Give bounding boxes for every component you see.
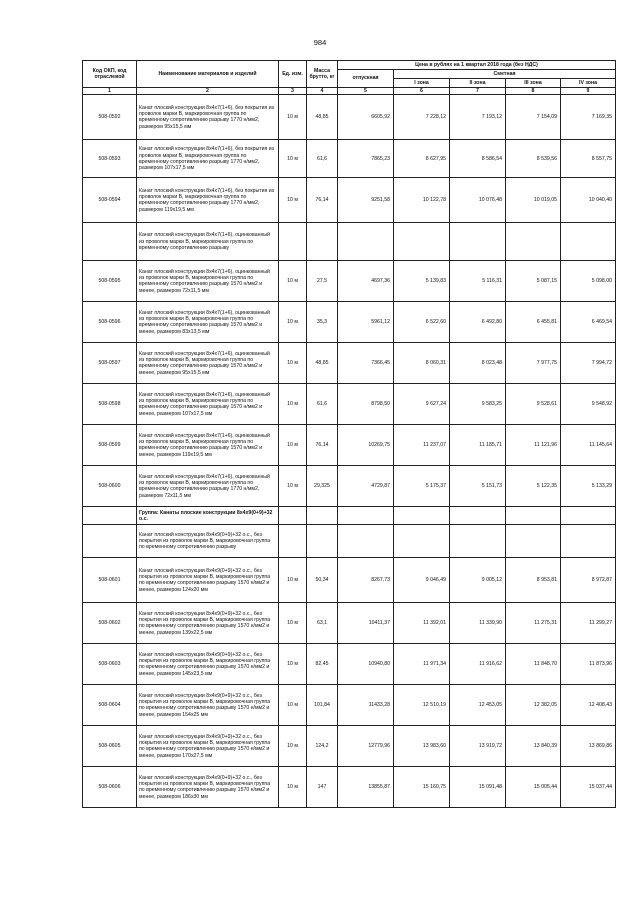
cell-unit: 10 м [279, 140, 307, 178]
cell-release-price: 11433,28 [338, 685, 394, 726]
cell-release-price: 5961,12 [338, 302, 394, 343]
cell-release-price: 10940,80 [338, 644, 394, 685]
cell-zone4-price: 13 869,86 [561, 726, 616, 767]
cell-release-price: 10411,37 [338, 603, 394, 644]
table-row [83, 302, 616, 343]
header-zone4: IV зона [561, 79, 616, 88]
cell-zone3-price: 9 528,61 [506, 384, 561, 425]
header-unit: Ед. изм. [279, 61, 307, 88]
cell-description: Канат плоский конструкции 8х4х9(0+9)+32 о.с., без покрытия из проволок марки В, маркировочная группа по временному сопротивлению разрыву 1570 н/мм2 и менее, размером 145х23,5 мм [137, 644, 279, 685]
table-row [83, 425, 616, 466]
cell-code: 508-0606 [83, 767, 137, 808]
cell-description: Канат плоский конструкции 8х4х9(0+9)+32 о.с., без покрытия из проволок марки В, маркировочная группа по временному сопротивлению разрыву 1570 н/мм2 и менее, размером 170х27,5 мм [137, 726, 279, 767]
cell-zone2-price: 11 185,71 [450, 425, 506, 466]
table-row [83, 644, 616, 685]
cell-empty [279, 507, 307, 525]
cell-unit [279, 525, 307, 558]
cell-unit: 10 м [279, 726, 307, 767]
table-row [83, 178, 616, 223]
cell-code: 508-0594 [83, 178, 137, 223]
cell-code: 508-0599 [83, 425, 137, 466]
cell-zone1-price: 9 046,49 [394, 558, 450, 603]
cell-zone1-price: 8 627,95 [394, 140, 450, 178]
cell-zone1-price: 9 627,24 [394, 384, 450, 425]
cell-zone2-price: 12 453,05 [450, 685, 506, 726]
cell-unit: 10 м [279, 466, 307, 507]
cell-zone1-price [394, 223, 450, 261]
colnum-6: 6 [394, 88, 450, 95]
cell-unit: 10 м [279, 384, 307, 425]
table-row [83, 558, 616, 603]
cell-mass: 147 [307, 767, 338, 808]
cell-description: Канат плоский конструкции 8х4х7(1+6), оцинкованный из проволок марки В, маркировочная группа по временному сопротивлению разрыву 1570 н/мм2 и менее, размером 119х19,5 мм [137, 425, 279, 466]
header-zone1: I зона [394, 79, 450, 88]
cell-empty [506, 507, 561, 525]
cell-mass [307, 525, 338, 558]
cell-zone4-price [561, 525, 616, 558]
cell-code: 508-0593 [83, 140, 137, 178]
cell-zone2-price: 5 151,73 [450, 466, 506, 507]
cell-zone2-price: 8 023,48 [450, 343, 506, 384]
cell-code: 508-0592 [83, 95, 137, 140]
cell-unit: 10 м [279, 178, 307, 223]
cell-zone1-price: 13 983,60 [394, 726, 450, 767]
table-row [83, 343, 616, 384]
cell-zone3-price [506, 525, 561, 558]
cell-code: 508-0597 [83, 343, 137, 384]
colnum-7: 7 [450, 88, 506, 95]
cell-release-price: 6605,92 [338, 95, 394, 140]
cell-zone2-price: 7 193,12 [450, 95, 506, 140]
cell-zone4-price: 11 145,64 [561, 425, 616, 466]
cell-zone3-price: 10 019,05 [506, 178, 561, 223]
cell-description: Канат плоский конструкции 8х4х7(1+6), без покрытия из проволок марки В, маркировочная группа по временному сопротивлению разрыву 1770 н/мм2, размером 95х15,5 мм [137, 95, 279, 140]
cell-mass [307, 223, 338, 261]
header-name: Наименование материалов и изделий [137, 61, 279, 88]
group-row [83, 507, 616, 525]
cell-description: Канат плоский конструкции 8х4х7(1+6), оцинкованный из проволок марки В, маркировочная группа по временному сопротивлению разрыву [137, 223, 279, 261]
cell-zone2-price: 11 916,62 [450, 644, 506, 685]
header-estimate: Сметная [394, 70, 616, 79]
cell-release-price: 12779,96 [338, 726, 394, 767]
cell-zone3-price: 8 539,56 [506, 140, 561, 178]
cell-zone2-price: 9 583,25 [450, 384, 506, 425]
cell-description: Канат плоский конструкции 8х4х7(1+6), оцинкованный из проволок марки В, маркировочная группа по временному сопротивлению разрыву 1570 н/мм2 и менее, размером 83х13,5 мм [137, 302, 279, 343]
cell-zone4-price: 6 469,54 [561, 302, 616, 343]
cell-description: Канат плоский конструкции 8х4х9(0+9)+32 о.с., без покрытия из проволок марки В, маркировочная группа по временному сопротивлению разрыву 1570 н/мм2 и менее, размером 154х25 мм [137, 685, 279, 726]
cell-zone4-price: 9 548,92 [561, 384, 616, 425]
cell-unit: 10 м [279, 343, 307, 384]
cell-zone1-price: 11 971,34 [394, 644, 450, 685]
cell-zone3-price: 5 122,35 [506, 466, 561, 507]
cell-unit: 10 м [279, 558, 307, 603]
cell-description: Канат плоский конструкции 8х4х7(1+6), оцинкованный из проволок марки В, маркировочная группа по временному сопротивлению разрыву 1570 н/мм2 и менее, размером 95х15,5 мм [137, 343, 279, 384]
page-number: 984 [313, 38, 327, 47]
cell-mass: 63,1 [307, 603, 338, 644]
cell-zone1-price: 12 510,19 [394, 685, 450, 726]
cell-zone3-price: 8 953,81 [506, 558, 561, 603]
header-code: Код ОКП, код отраслевой [83, 61, 137, 88]
cell-zone4-price [561, 223, 616, 261]
header-zone3: III зона [506, 79, 561, 88]
table-row [83, 685, 616, 726]
cell-zone1-price: 11 237,07 [394, 425, 450, 466]
cell-code: 508-0601 [83, 558, 137, 603]
cell-zone2-price [450, 223, 506, 261]
table-row [83, 261, 616, 302]
cell-unit: 10 м [279, 603, 307, 644]
cell-release-price: 9251,58 [338, 178, 394, 223]
cell-zone4-price: 7 994,72 [561, 343, 616, 384]
cell-code: 508-0603 [83, 644, 137, 685]
cell-zone4-price: 8 557,75 [561, 140, 616, 178]
cell-release-price: 7366,45 [338, 343, 394, 384]
cell-description: Канат плоский конструкции 8х4х9(0+9)+32 о.с., без покрытия из проволок марки В, маркировочная группа по временному сопротивлению разрыву 1570 н/мм2 и менее, размером 186х30 мм [137, 767, 279, 808]
table-row [83, 525, 616, 558]
cell-release-price: 4697,36 [338, 261, 394, 302]
cell-zone3-price: 11 275,31 [506, 603, 561, 644]
cell-zone3-price: 6 455,81 [506, 302, 561, 343]
cell-mass: 27,5 [307, 261, 338, 302]
colnum-8: 8 [506, 88, 561, 95]
cell-release-price [338, 525, 394, 558]
cell-release-price [338, 223, 394, 261]
cell-zone4-price: 5 098,00 [561, 261, 616, 302]
cell-zone4-price: 12 408,43 [561, 685, 616, 726]
cell-zone3-price: 13 840,39 [506, 726, 561, 767]
cell-unit: 10 м [279, 685, 307, 726]
cell-code: 508-0602 [83, 603, 137, 644]
cell-zone3-price: 7 977,75 [506, 343, 561, 384]
cell-zone3-price: 15 005,44 [506, 767, 561, 808]
table-row [83, 466, 616, 507]
cell-zone3-price: 11 121,96 [506, 425, 561, 466]
cell-zone2-price: 13 919,72 [450, 726, 506, 767]
cell-zone1-price: 5 175,37 [394, 466, 450, 507]
cell-zone2-price: 8 586,54 [450, 140, 506, 178]
cell-description: Канат плоский конструкции 8х4х9(0+9)+32 о.с., без покрытия из проволок марки В, маркировочная группа по временному сопротивлению разрыву 1570 н/мм2 и менее, размером 139х22,5 мм [137, 603, 279, 644]
cell-empty [450, 507, 506, 525]
colnum-4: 4 [307, 88, 338, 95]
cell-description: Канат плоский конструкции 8х4х7(1+6), без покрытия из проволок марки В, маркировочная группа по временному сопротивлению разрыву 1770 н/мм2, размером 107х17,5 мм [137, 140, 279, 178]
cell-zone4-price: 11 873,96 [561, 644, 616, 685]
cell-code [83, 507, 137, 525]
cell-code: 508-0604 [83, 685, 137, 726]
cell-zone2-price: 10 076,48 [450, 178, 506, 223]
cell-zone3-price: 7 154,09 [506, 95, 561, 140]
colnum-5: 5 [338, 88, 394, 95]
table-row [83, 95, 616, 140]
header-mass: Масса брутто, кг [307, 61, 338, 88]
cell-zone1-price: 10 122,78 [394, 178, 450, 223]
cell-mass: 61,6 [307, 384, 338, 425]
colnum-3: 3 [279, 88, 307, 95]
cell-zone1-price: 15 160,75 [394, 767, 450, 808]
cell-zone4-price: 7 169,35 [561, 95, 616, 140]
cell-release-price: 8267,73 [338, 558, 394, 603]
cell-mass: 76,14 [307, 425, 338, 466]
cell-zone3-price: 11 848,70 [506, 644, 561, 685]
cell-zone1-price: 8 060,31 [394, 343, 450, 384]
cell-empty [307, 507, 338, 525]
cell-zone1-price [394, 525, 450, 558]
cell-zone2-price: 6 492,80 [450, 302, 506, 343]
cell-mass: 76,14 [307, 178, 338, 223]
cell-zone2-price: 5 116,31 [450, 261, 506, 302]
cell-zone1-price: 7 228,12 [394, 95, 450, 140]
cell-unit [279, 223, 307, 261]
cell-description: Канат плоский конструкции 8х4х7(1+6), оцинкованный из проволок марки В, маркировочная группа по временному сопротивлению разрыву 1770 н/мм2, размером 72х11,5 мм [137, 466, 279, 507]
table-row [83, 603, 616, 644]
header-price-group: Цена в рублях на 1 квартал 2018 года (без НДС) [338, 61, 616, 70]
cell-zone1-price: 5 139,83 [394, 261, 450, 302]
cell-zone2-price: 11 339,90 [450, 603, 506, 644]
cell-code: 508-0598 [83, 384, 137, 425]
cell-zone3-price [506, 223, 561, 261]
cell-zone4-price: 15 037,44 [561, 767, 616, 808]
cell-release-price: 8798,50 [338, 384, 394, 425]
cell-mass: 61,6 [307, 140, 338, 178]
cell-mass: 29,325 [307, 466, 338, 507]
cell-zone4-price: 8 972,87 [561, 558, 616, 603]
cell-zone3-price: 12 382,05 [506, 685, 561, 726]
cell-empty [561, 507, 616, 525]
cell-zone1-price: 6 522,60 [394, 302, 450, 343]
cell-zone4-price: 10 040,40 [561, 178, 616, 223]
cell-unit: 10 м [279, 425, 307, 466]
table-row [83, 767, 616, 808]
cell-description: Канат плоский конструкции 8х4х9(0+9)+32 о.с., без покрытия из проволок марки В, маркировочная группа по временному сопротивлению разрыву [137, 525, 279, 558]
cell-description: Канат плоский конструкции 8х4х7(1+6), оцинкованный из проволок марки В, маркировочная группа по временному сопротивлению разрыву 1570 н/мм2 и менее, размером 72х11,5 мм [137, 261, 279, 302]
cell-code: 508-0600 [83, 466, 137, 507]
cell-zone2-price: 9 005,12 [450, 558, 506, 603]
cell-unit: 10 м [279, 767, 307, 808]
table-row [83, 223, 616, 261]
cell-zone1-price: 11 392,01 [394, 603, 450, 644]
cell-zone4-price: 11 299,27 [561, 603, 616, 644]
colnum-2: 2 [137, 88, 279, 95]
cell-mass: 124,2 [307, 726, 338, 767]
header-zone2: II зона [450, 79, 506, 88]
table-row [83, 726, 616, 767]
cell-unit: 10 м [279, 302, 307, 343]
table-row [83, 384, 616, 425]
cell-code: 508-0595 [83, 261, 137, 302]
cell-empty [338, 507, 394, 525]
cell-code: 508-0596 [83, 302, 137, 343]
cell-empty [394, 507, 450, 525]
cell-mass: 50,34 [307, 558, 338, 603]
cell-code: 508-0605 [83, 726, 137, 767]
header-release: отпускная [338, 70, 394, 88]
cell-zone2-price: 15 091,48 [450, 767, 506, 808]
cell-release-price: 7865,23 [338, 140, 394, 178]
table-row [83, 140, 616, 178]
cell-unit: 10 м [279, 644, 307, 685]
cell-code [83, 223, 137, 261]
cell-release-price: 13855,87 [338, 767, 394, 808]
group-title: Группа: Канаты плоские конструкции 8х4х9(0+9)+32 о.с. [137, 507, 279, 525]
cell-release-price: 10269,75 [338, 425, 394, 466]
cell-description: Канат плоский конструкции 8х4х9(0+9)+32 о.с., без покрытия из проволок марки В, маркировочная группа по временному сопротивлению разрыву 1570 н/мм2 и менее, размером 124х20 мм [137, 558, 279, 603]
cell-mass: 82,45 [307, 644, 338, 685]
colnum-9: 9 [561, 88, 616, 95]
cell-mass: 101,84 [307, 685, 338, 726]
cell-unit: 10 м [279, 261, 307, 302]
cell-release-price: 4729,87 [338, 466, 394, 507]
cell-mass: 48,85 [307, 343, 338, 384]
cell-mass: 48,85 [307, 95, 338, 140]
cell-zone2-price [450, 525, 506, 558]
colnum-1: 1 [83, 88, 137, 95]
cell-zone3-price: 5 087,15 [506, 261, 561, 302]
cell-description: Канат плоский конструкции 8х4х7(1+6), оцинкованный из проволок марки В, маркировочная группа по временному сопротивлению разрыву 1570 н/мм2 и менее, размером 107х17,5 мм [137, 384, 279, 425]
cell-description: Канат плоский конструкции 8х4х7(1+6), без покрытия из проволок марки В, маркировочная группа по временному сопротивлению разрыву 1770 н/мм2, размером 119х19,5 мм [137, 178, 279, 223]
price-table [82, 60, 616, 808]
cell-zone4-price: 5 133,29 [561, 466, 616, 507]
cell-code [83, 525, 137, 558]
cell-unit: 10 м [279, 95, 307, 140]
cell-mass: 35,3 [307, 302, 338, 343]
